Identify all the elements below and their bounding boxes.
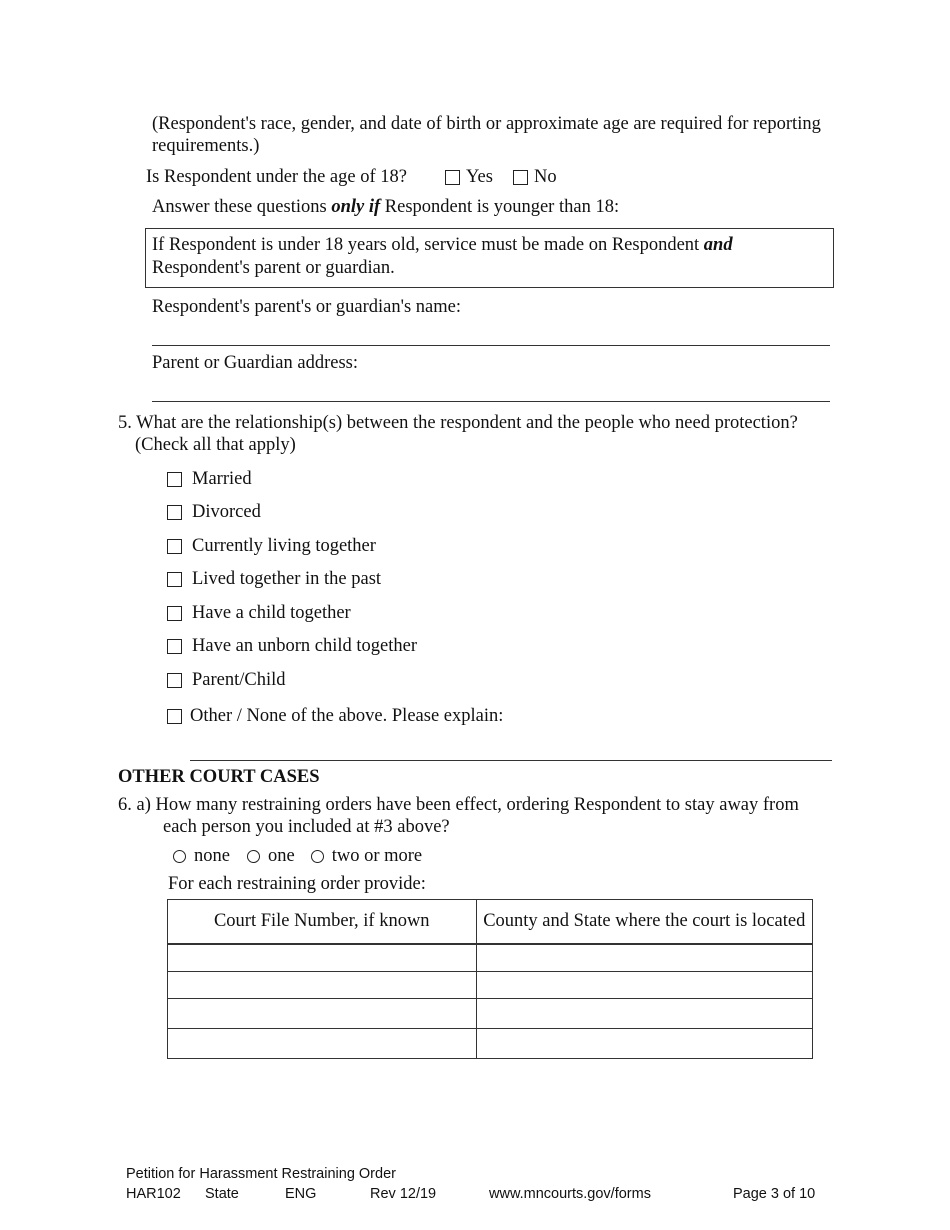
court-file-number-cell[interactable] bbox=[168, 999, 477, 1029]
table-row bbox=[168, 944, 813, 972]
table-row bbox=[168, 1029, 813, 1059]
court-cases-table bbox=[167, 899, 813, 1059]
married-checkbox[interactable] bbox=[167, 472, 182, 487]
relationship-option-divorced[interactable] bbox=[167, 502, 261, 523]
relationship-option-label: Have an unborn child together bbox=[192, 636, 418, 656]
minor-intro-pre: Answer these questions bbox=[152, 197, 327, 217]
two-or-more-radio[interactable] bbox=[311, 850, 324, 863]
relationship-option-label: Married bbox=[192, 469, 252, 489]
table-row bbox=[168, 972, 813, 999]
header-county-state: County and State where the court is located bbox=[476, 900, 812, 945]
reporting-note-line1: (Respondent's race, gender, and date of birth or approximate age are required for reporting bbox=[152, 114, 821, 134]
relationship-option-lived-together-past[interactable] bbox=[167, 569, 381, 590]
relationship-option-married[interactable] bbox=[167, 469, 252, 490]
footer-url[interactable]: www.mncourts.gov/forms bbox=[489, 1186, 651, 1202]
q6-question-line2: each person you included at #3 above? bbox=[163, 817, 450, 837]
service-notice-box bbox=[145, 228, 834, 288]
child-together-checkbox[interactable] bbox=[167, 606, 182, 621]
relationship-option-unborn-child[interactable] bbox=[167, 636, 417, 657]
q6-question-line1: 6. a) How many restraining orders have been effect, ordering Respondent to stay away from bbox=[118, 795, 799, 815]
other-explain-field[interactable] bbox=[190, 760, 832, 761]
table-header-row bbox=[168, 900, 813, 945]
lived-together-past-checkbox[interactable] bbox=[167, 572, 182, 587]
relationship-option-child-together[interactable] bbox=[167, 603, 351, 624]
county-state-cell[interactable] bbox=[476, 999, 812, 1029]
county-state-cell[interactable] bbox=[476, 1029, 812, 1059]
one-radio[interactable] bbox=[247, 850, 260, 863]
county-state-cell[interactable] bbox=[476, 944, 812, 972]
relationship-option-label: Parent/Child bbox=[192, 670, 286, 690]
radio-option-label: one bbox=[267, 846, 295, 866]
court-file-number-cell[interactable] bbox=[168, 1029, 477, 1059]
other-checkbox[interactable] bbox=[167, 709, 182, 724]
under-18-no-label: No bbox=[534, 167, 557, 187]
q5-question-line2: (Check all that apply) bbox=[135, 435, 296, 455]
minor-intro-post: Respondent is younger than 18: bbox=[384, 197, 620, 217]
guardian-name-label: Respondent's parent's or guardian's name: bbox=[152, 297, 462, 317]
guardian-address-label: Parent or Guardian address: bbox=[152, 353, 359, 373]
court-file-number-cell[interactable] bbox=[168, 944, 477, 972]
footer-scope: State bbox=[205, 1186, 239, 1202]
living-together-checkbox[interactable] bbox=[167, 539, 182, 554]
q5-question-line1: 5. What are the relationship(s) between the respondent and the people who need protection? bbox=[118, 413, 798, 433]
under-18-question: Is Respondent under the age of 18? bbox=[146, 167, 407, 187]
court-file-number-cell[interactable] bbox=[168, 972, 477, 999]
unborn-child-checkbox[interactable] bbox=[167, 639, 182, 654]
notice-emphasis: and bbox=[703, 235, 733, 255]
under-18-yes-option[interactable] bbox=[445, 167, 493, 188]
divorced-checkbox[interactable] bbox=[167, 505, 182, 520]
minor-intro bbox=[152, 197, 619, 218]
footer-form-title: Petition for Harassment Restraining Order bbox=[126, 1166, 396, 1182]
relationship-option-parent-child[interactable] bbox=[167, 670, 286, 691]
minor-intro-emphasis: only if bbox=[331, 197, 381, 217]
relationship-option-label: Currently living together bbox=[192, 536, 376, 556]
relationship-option-living-together[interactable] bbox=[167, 536, 376, 557]
under-18-no-option[interactable] bbox=[513, 167, 557, 188]
footer-language: ENG bbox=[285, 1186, 317, 1202]
relationship-option-label: Lived together in the past bbox=[192, 569, 382, 589]
section-heading-other-court-cases: OTHER COURT CASES bbox=[118, 767, 320, 787]
footer-page-number: Page 3 of 10 bbox=[733, 1186, 816, 1202]
radio-option-one[interactable] bbox=[247, 846, 295, 867]
header-court-file-number: Court File Number, if known bbox=[168, 900, 477, 945]
footer-revision: Rev 12/19 bbox=[370, 1186, 437, 1202]
table-row bbox=[168, 999, 813, 1029]
parent-child-checkbox[interactable] bbox=[167, 673, 182, 688]
guardian-name-field[interactable] bbox=[152, 345, 830, 346]
guardian-address-field[interactable] bbox=[152, 401, 830, 402]
notice-line2: Respondent's parent or guardian. bbox=[152, 258, 395, 278]
footer-form-code: HAR102 bbox=[126, 1186, 181, 1202]
radio-option-two-or-more[interactable] bbox=[311, 846, 422, 867]
notice-pre: If Respondent is under 18 years old, service must be made on Respondent bbox=[152, 235, 700, 255]
restraining-count-radio-group bbox=[173, 846, 422, 867]
reporting-note-line2: requirements.) bbox=[152, 136, 260, 156]
county-state-cell[interactable] bbox=[476, 972, 812, 999]
radio-option-label: none bbox=[194, 846, 230, 866]
relationship-option-label: Other / None of the above. Please explain: bbox=[190, 706, 504, 726]
notice-line1 bbox=[152, 235, 733, 256]
provide-label: For each restraining order provide: bbox=[168, 874, 426, 894]
under-18-yes-checkbox[interactable] bbox=[445, 170, 460, 185]
relationship-option-label: Divorced bbox=[192, 502, 261, 522]
none-radio[interactable] bbox=[173, 850, 186, 863]
relationship-option-label: Have a child together bbox=[192, 603, 351, 623]
under-18-yes-label: Yes bbox=[466, 167, 493, 187]
radio-option-none[interactable] bbox=[173, 846, 230, 867]
under-18-no-checkbox[interactable] bbox=[513, 170, 528, 185]
relationship-option-other[interactable] bbox=[167, 706, 503, 727]
radio-option-label: two or more bbox=[331, 846, 423, 866]
